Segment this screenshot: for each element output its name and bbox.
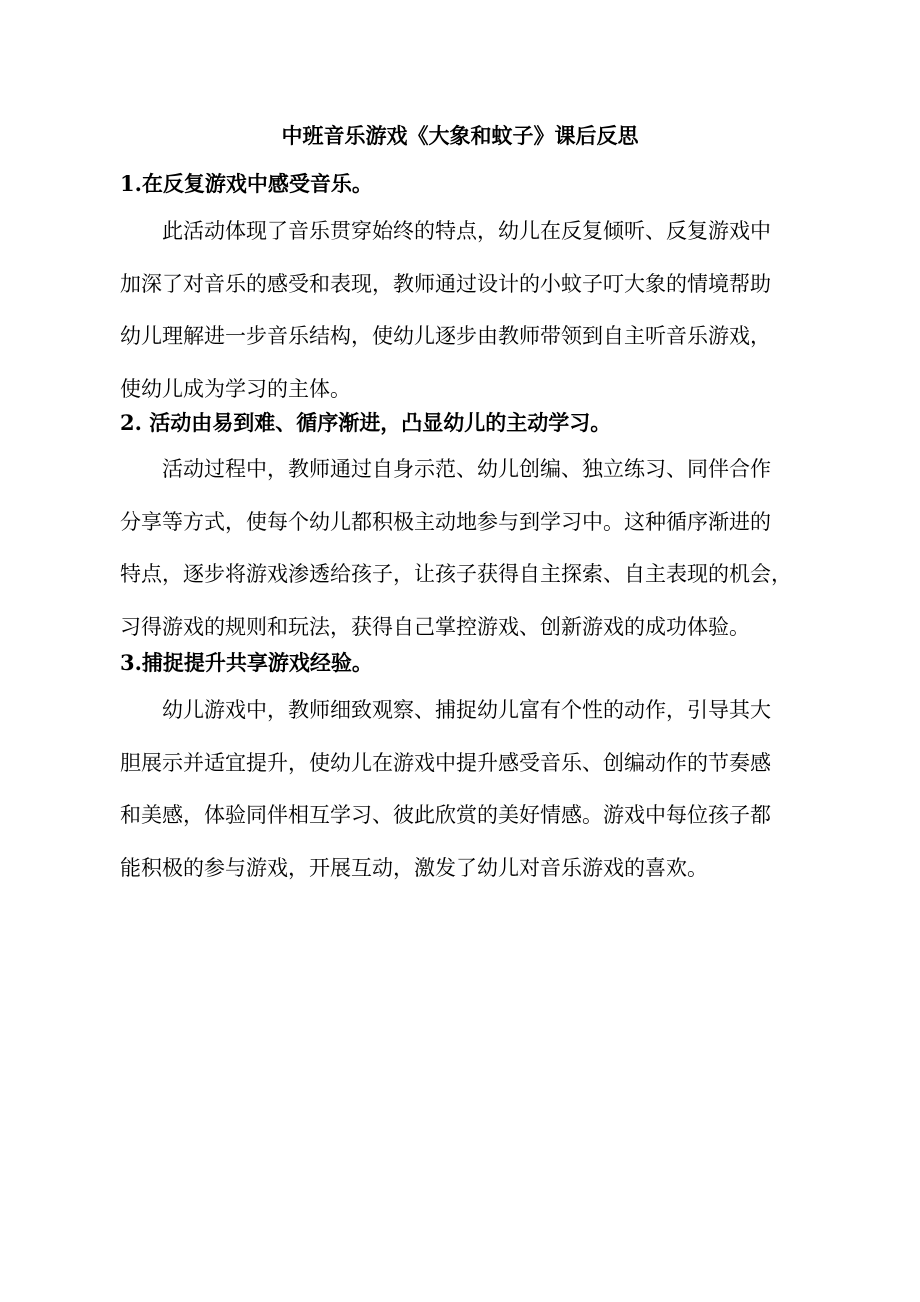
paragraph-line: 特点，逐步将游戏渗透给孩子，让孩子获得自主探索、自主表现的机会， — [120, 562, 792, 586]
paragraph-line: 习得游戏的规则和玩法，获得自己掌控游戏、创新游戏的成功体验。 — [120, 614, 750, 639]
paragraph-line: 此活动体现了音乐贯穿始终的特点，幼儿在反复倾听、反复游戏中 — [162, 219, 771, 243]
section-3-paragraph — [120, 684, 800, 894]
paragraph-line: 分享等方式，使每个幼儿都积极主动地参与到学习中。这种循序渐进的 — [120, 509, 771, 534]
paragraph-line: 加深了对音乐的感受和表现，教师通过设计的小蚊子叮大象的情境帮助 — [120, 271, 771, 296]
section-2-paragraph — [120, 443, 800, 653]
paragraph-line: 和美感，体验同伴相互学习、彼此欣赏的美好情感。游戏中每位孩子都 — [120, 803, 771, 827]
paragraph-line: 胆展示并适宜提升，使幼儿在游戏中提升感受音乐、创编动作的节奏感 — [120, 750, 771, 775]
paragraph-line: 使幼儿成为学习的主体。 — [120, 376, 351, 401]
section-2-heading: 2. 活动由易到难、循序渐进，凸显幼儿的主动学习。 — [120, 410, 612, 435]
paragraph-line: 活动过程中，教师通过自身示范、幼儿创编、独立练习、同伴合作 — [162, 457, 771, 481]
section-1-heading: 1.在反复游戏中感受音乐。 — [120, 171, 373, 196]
paragraph-line: 幼儿游戏中，教师细致观察、捕捉幼儿富有个性的动作，引导其大 — [162, 698, 771, 722]
paragraph-line: 幼儿理解进一步音乐结构，使幼儿逐步由教师带领到自主听音乐游戏， — [120, 324, 771, 348]
document-title: 中班音乐游戏《大象和蚊子》课后反思 — [281, 123, 639, 148]
paragraph-line: 能积极的参与游戏，开展互动，激发了幼儿对音乐游戏的喜欢。 — [120, 855, 708, 880]
section-1-paragraph — [120, 205, 800, 415]
section-3-heading: 3.捕捉提升共享游戏经验。 — [120, 650, 373, 675]
